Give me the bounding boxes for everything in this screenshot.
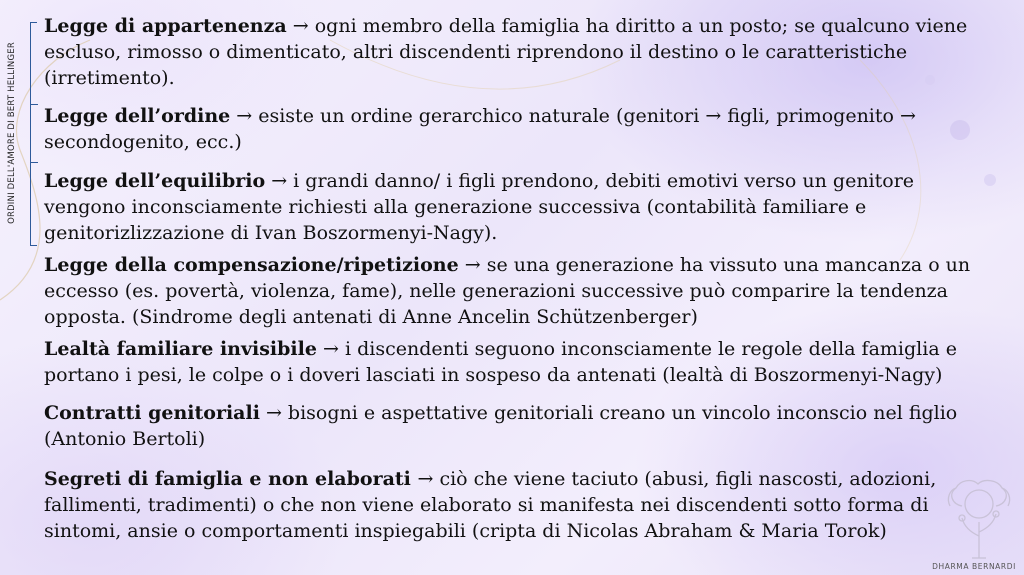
description: → i grandi danno/ i figli prendono, debiti emotivi verso un genitore vengono inconsciamente richiesti alla generazione successiva (contabilità familiare e genitorizlizzazione di Ivan Boszormenyi-Nagy). bbox=[44, 170, 915, 244]
paragraph-legge-compensazione bbox=[44, 252, 994, 330]
paragraph-legge-ordine bbox=[44, 103, 994, 155]
content-body bbox=[44, 13, 994, 544]
description: → ogni membro della famiglia ha diritto a un posto; se qualcuno viene escluso, rimosso o dimenticato, altri discendenti riprendono il destino o le caratteristiche (irretimento). bbox=[44, 15, 968, 89]
description: → i discendenti seguono inconsciamente le regole della famiglia e portano i pesi, le colpe o i doveri lasciati in sospeso da antenati (lealtà di Boszormenyi-Nagy) bbox=[44, 338, 957, 386]
logo bbox=[926, 476, 1022, 572]
term: Legge di appartenenza bbox=[44, 15, 287, 37]
term: Contratti genitoriali bbox=[44, 402, 260, 424]
paragraph-contratti-genitoriali bbox=[44, 400, 994, 452]
tree-person-logo-icon bbox=[942, 476, 1016, 560]
bracket-tick bbox=[30, 104, 38, 105]
term: Segreti di famiglia e non elaborati bbox=[44, 468, 418, 490]
side-label-text: ORDINI DELL'AMORE DI BERT HELLINGER bbox=[7, 42, 17, 224]
logo-text: DHARMA BERNARDI bbox=[932, 562, 1016, 571]
paragraph-segreti-famiglia bbox=[44, 466, 994, 544]
description: → bisogni e aspettative genitoriali creano un vincolo inconscio nel figlio (Antonio Bertoli) bbox=[44, 402, 958, 450]
side-label bbox=[4, 20, 20, 246]
term: Lealtà familiare invisibile bbox=[44, 338, 317, 360]
term: Legge della compensazione/ripetizione bbox=[44, 254, 459, 276]
description: → esiste un ordine gerarchico naturale (genitori → figli, primogenito → secondogenito, ecc.) bbox=[44, 105, 916, 153]
paragraph-lealta-familiare bbox=[44, 336, 994, 388]
description: → ciò che viene taciuto (abusi, figli nascosti, adozioni, fallimenti, tradimenti) o che non viene elaborato si manifesta nei discendenti sotto forma di sintomi, ansie o comportamenti inspiegabili (cripta di Nicolas Abraham & Maria Torok) bbox=[44, 468, 937, 542]
term: Legge dell’equilibrio bbox=[44, 170, 266, 192]
paragraph-legge-appartenenza bbox=[44, 13, 994, 91]
paragraph-legge-equilibrio bbox=[44, 168, 994, 246]
description: → se una generazione ha vissuto una mancanza o un eccesso (es. povertà, violenza, fame), nelle generazioni successive può comparire la tendenza opposta. (Sindrome degli antenati di Anne Ancelin Schützenberger) bbox=[44, 254, 971, 328]
bracket bbox=[30, 22, 37, 246]
bracket-tick bbox=[30, 162, 38, 163]
term: Legge dell’ordine bbox=[44, 105, 231, 127]
